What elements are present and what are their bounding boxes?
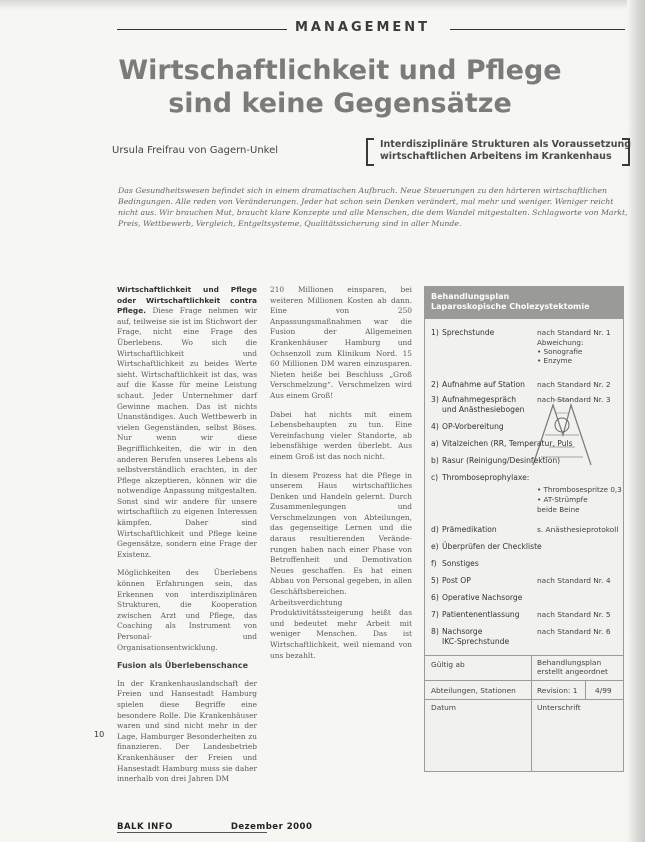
- step-6: 6) Operative Nachsorge: [431, 593, 523, 602]
- thrombo-sub-1: • Thrombosespritze 0,3: [537, 485, 622, 494]
- scan-shadow: [0, 0, 645, 10]
- article-title-line1: Wirtschaftlichkeit und Pflege: [118, 55, 562, 86]
- subtitle-bracket-left: [366, 138, 374, 166]
- valid-from-label: Gültig ab: [431, 660, 465, 669]
- footer-rule: [117, 832, 267, 833]
- step-1-sub-3: • Enzyme: [537, 356, 573, 365]
- lead-text: Wirtschaftlichkeit und Pflege oder Wirtschaftlichkeit contra Pflege.: [117, 285, 257, 316]
- revision-label: Revision: 1: [537, 686, 578, 695]
- step-2: 2) Aufnahme auf Station: [431, 380, 525, 389]
- step-3-standard: nach Standard Nr. 3: [537, 395, 611, 404]
- step-4e: e) Überprüfen der Checkliste: [431, 542, 542, 551]
- date-label: Datum: [431, 703, 457, 712]
- col1-paragraph-2: Möglichkeiten des Überlebens können Erfahrungen sein, das Erkennen von interdisziplinären Strukturen, die Kooperation zwischen Arzt und Pflege, das Coaching als Instrument von Personal- und Organisationsentwicklung.: [117, 568, 257, 652]
- body-column-2: [270, 285, 412, 669]
- section-label: MANAGEMENT: [295, 20, 431, 35]
- col1-paragraph-3: In der Krankenhauslandschaft der Freien und Hansestadt Hamburg spielen diese Begriffe eine besondere Rolle. Die Krankenhäuser waren und sind nicht mehr in der Lage, Hamburger Besonderheiten zu finanzieren. Der Landesbetrieb Krankenhäuser der Freien und Hansestadt Hamburg muss sie daher innerhalb von drei Jahren DM: [117, 678, 257, 784]
- treatment-plan-title: Behandlungsplan: [431, 292, 510, 301]
- page-number: 10: [94, 730, 105, 739]
- plan-ordered-label: erstellt angeordnet: [537, 667, 608, 676]
- step-4d: d) Prämedikation: [431, 525, 497, 534]
- grid-rule-vertical-2: [585, 680, 586, 699]
- step-5-standard: nach Standard Nr. 4: [537, 576, 611, 585]
- author-byline: Ursula Freifrau von Gagern-Unkel: [112, 145, 279, 156]
- article-subtitle: [380, 139, 631, 163]
- col2-paragraph-3: In diesem Prozess hat die Pflege in unserem Haus wirtschaftliches Denken und Handeln gelernt. Durch Zusammenlegungen und Verschmelzungen von Abteilungen, das gegenseitige Lernen und die daraus resultierenden Verände-rungen haben nach einer Phase von Betroffenheit und Demotivation Neues geschaffen. Es hat einen Abbau von Personal gegeben, in allen Geschäftsbereichen. Arbeitsverdichtung Produktivitätssteigerung heißt das und bedeutet mehr Arbeit mit weniger Menschen. Das ist Wirtschaftlichkeit, weil niemand von uns bezahlt.: [270, 470, 412, 660]
- body-column-1: [117, 285, 257, 793]
- section-rule-left: [117, 29, 287, 30]
- step-1: 1) Sprechstunde: [431, 328, 495, 337]
- step-1-standard: nach Standard Nr. 1: [537, 328, 611, 337]
- step-1-sub-2: • Sonografie: [537, 347, 583, 356]
- step-8: 8) Nachsorge: [431, 627, 483, 636]
- article-intro: [118, 185, 628, 229]
- step-3-line2: und Anästhesiebogen: [442, 405, 525, 414]
- step-1-sub-1: Abweichung:: [537, 338, 584, 347]
- treatment-plan-header: [425, 287, 623, 319]
- step-2-standard: nach Standard Nr. 2: [537, 380, 611, 389]
- step-8-standard: nach Standard Nr. 6: [537, 627, 611, 636]
- revision-date: 4/99: [595, 686, 612, 695]
- page-gutter-shadow: [627, 0, 645, 842]
- intro-text: Das Gesundheitswesen befindet sich in einem dramatischen Aufbruch. Neue Steuerungen zu den härteren wirtschaftlichen Bedingungen. Alle reden von Veränderungen. Jeder hat schon sein Denken verändert, mal mehr und weniger. Weniger reicht nicht aus. Wir brauchen Mut, braucht klare Konzepte und alle Menschen, die dem Wandel mitgestalten. Schlagworte von Markt, Preis, Wettbewerb, Vergleich, Entgeltsysteme, Qualitätssicherung sind in aller Munde.: [118, 186, 628, 228]
- footer-date: Dezember 2000: [230, 822, 313, 832]
- subtitle-line1: Interdisziplinäre Strukturen als Voraussetzung: [380, 139, 632, 150]
- step-4b: b) Rasur (Reinigung/Desinfektion): [431, 456, 561, 465]
- footer-brand: BALK INFO: [117, 822, 173, 832]
- signature-label: Unterschrift: [537, 703, 581, 712]
- col1-p1-text: Diese Frage nehmen wir auf, teilweise sie ist im Stichwort der Frage, nicht eine Frage des Überlebens. Wo sich die Wirtschaftlichkeit und Wirtschaftlichkeit zu beides Werte sieht. Wirtschaftlichkeit ist das, was auf die Kasse für meine Leistung schaut. Jeder Unternehmer darf Gewinne machen. Das ist nichts Unanständiges. Auch Wettbewerb in vielen Gegenständen, selbst Böses. Nur wenn wir diese Begrifflichkeiten, die wir in den anderen Berufen unseres Lebens als selbstverständlich erachten, in der Pflege akzeptieren, können wir die notwendige Anpassung mitgestalten. Sonst sind wir andere für unsere wirtschaftlich zu eigenen Interessen kämpfen. Daher sind Wirtschaftlichkeit und Pflege keine Gegensätze, sondern eine Frage der Existenz.: [117, 306, 257, 559]
- section-rule-right: [450, 29, 625, 30]
- grid-rule-2: [425, 680, 623, 681]
- thrombo-sub-3: beide Beine: [537, 505, 580, 514]
- step-5: 5) Post OP: [431, 576, 471, 585]
- grid-rule-1: [425, 655, 623, 656]
- subtitle-bracket-right: [622, 138, 630, 166]
- departments-label: Abteilungen, Stationen: [431, 686, 516, 695]
- grid-rule-3: [425, 699, 623, 700]
- step-4d-standard: s. Anästhesieprotokoll: [537, 525, 619, 534]
- thrombo-sub-2: • AT-Strümpfe: [537, 495, 588, 504]
- col1-paragraph-1: [117, 285, 257, 560]
- step-4: 4) OP-Vorbereitung: [431, 422, 504, 431]
- treatment-plan-subtitle: Laparoskopische Cholezystektomie: [431, 302, 590, 311]
- col2-paragraph-2: Dabei hat nichts mit einem Lebensbehaupten zu tun. Eine Vereinfachung vieler Standorte, ab lebensfähige werden überlebt. Aus einem Groß ist das noch nicht.: [270, 409, 412, 461]
- article-title-line2: sind keine Gegensätze: [168, 88, 512, 119]
- subtitle-line2: wirtschaftlichen Arbeitens im Krankenhaus: [380, 151, 612, 162]
- step-3: 3) Aufnahmegespräch: [431, 395, 517, 404]
- step-4f: f) Sonstiges: [431, 559, 479, 568]
- treatment-plan-box: [424, 286, 624, 772]
- step-4c: c) Thromboseprophylaxe:: [431, 473, 530, 482]
- step-4a: a) Vitalzeichen (RR, Temperatur, Puls: [431, 439, 573, 448]
- step-8-line2: IKC-Sprechstunde: [442, 637, 510, 646]
- step-7: 7) Patientenentlassung: [431, 610, 520, 619]
- col2-paragraph-1: 210 Millionen einsparen, bei weiteren Millionen Kosten ab dann. Eine von 250 Anpassungsmaßnahmen war die Fusion der Allgemeinen Krankenhäuser Hamburg und Ochsenzoll zum Klinikum Nord. 15 60 Millionen DM waren einzusparen. Nieten heiße bei Beschluss „Groß Verschmelzung“. Verschmelzen wird Aus einem Groß!: [270, 285, 412, 400]
- plan-created-label: Behandlungsplan: [537, 658, 602, 667]
- col1-subheading: Fusion als Überlebenschance: [117, 661, 248, 671]
- step-7-standard: nach Standard Nr. 5: [537, 610, 611, 619]
- footer: [117, 822, 312, 832]
- grid-rule-vertical: [531, 655, 532, 771]
